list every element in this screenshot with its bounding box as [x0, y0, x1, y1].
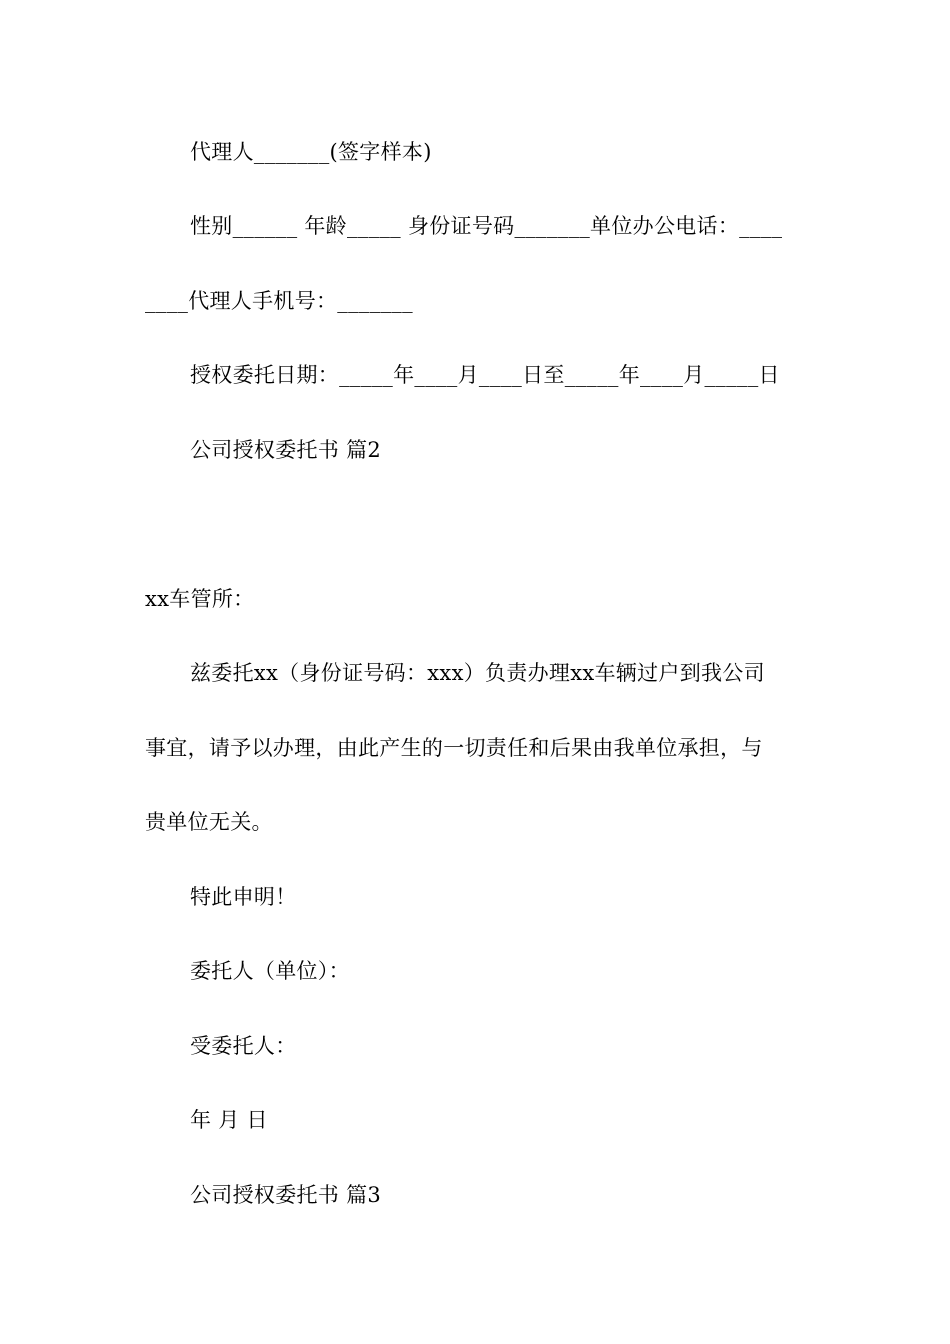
authorization-date-line: 授权委托日期：_____年____月____日至_____年____月_____日: [190, 363, 780, 387]
declaration-line: 特此申明！: [190, 885, 297, 909]
addressee-line: xx车管所：: [145, 587, 255, 611]
agent-info-line: 性别______ 年龄_____ 身份证号码_______单位办公电话：____: [190, 214, 783, 238]
principal-line: 委托人（单位）：: [190, 959, 350, 983]
section-heading-2: 公司授权委托书 篇2: [190, 438, 382, 462]
agent-phone-line: ____代理人手机号：_______: [145, 289, 413, 313]
body-paragraph-line-2: 事宜，请予以办理，由此产生的一切责任和后果由我单位承担，与: [145, 736, 763, 760]
agent-line: 受委托人：: [190, 1034, 297, 1058]
body-paragraph-line-1: 兹委托xx（身份证号码：xxx）负责办理xx车辆过户到我公司: [190, 661, 765, 685]
date-line: 年 月 日: [190, 1108, 268, 1132]
section-heading-3: 公司授权委托书 篇3: [190, 1183, 382, 1207]
body-paragraph-line-3: 贵单位无关。: [145, 810, 273, 834]
agent-signature-line: 代理人_______(签字样本): [190, 140, 432, 164]
